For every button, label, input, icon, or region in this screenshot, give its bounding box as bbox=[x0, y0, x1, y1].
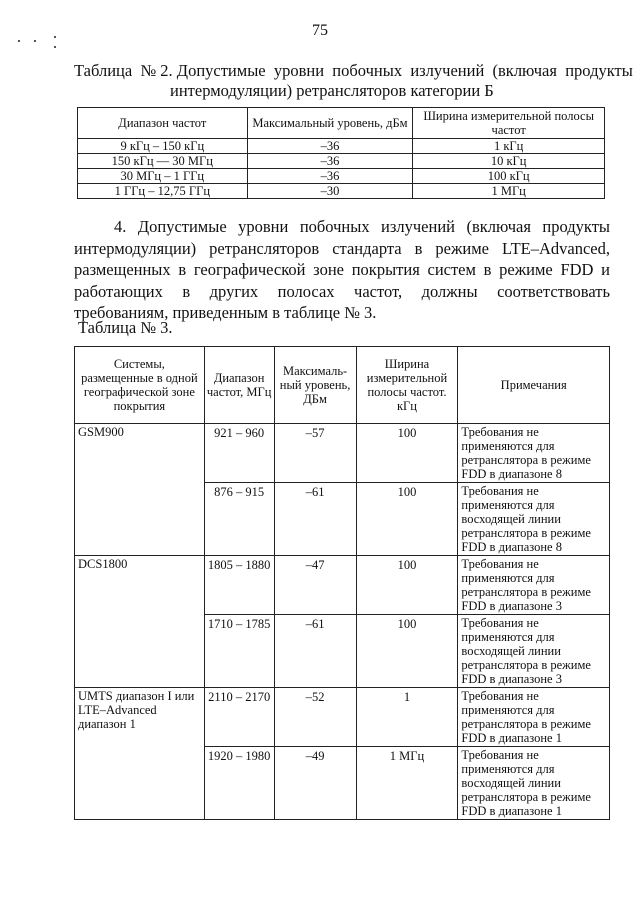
table2-caption bbox=[74, 61, 633, 101]
table-cell: –49 bbox=[274, 747, 356, 820]
table2-caption-line2: интермодуляции) ретрансляторов категории Б bbox=[170, 81, 494, 100]
table-cell: –52 bbox=[274, 688, 356, 747]
table2 bbox=[77, 107, 605, 199]
table-cell: –57 bbox=[274, 424, 356, 483]
table2-header-row bbox=[78, 108, 605, 139]
table-cell: 100 bbox=[356, 483, 458, 556]
table-cell: 2110 – 2170 bbox=[204, 688, 274, 747]
system-cell: DCS1800 bbox=[75, 556, 205, 688]
table3-caption: Таблица № 3. bbox=[78, 318, 173, 337]
table2-header-cell: Диапазон частот bbox=[78, 108, 248, 139]
table-cell: 1920 – 1980 bbox=[204, 747, 274, 820]
paragraph-4-text: 4. Допустимые уровни побочных излучений (включая продукты интермодуляции) ретрансляторов стандарта в режиме LTE–Advanced, размещенных в географической зоне покрытия систем в режиме FDD и работающих в других полосах частот, должны соответствовать требованиям, приведенным в таблице № 3. bbox=[74, 217, 610, 322]
table-cell: –30 bbox=[247, 184, 413, 199]
table3-header-cell: Ширина измерительной полосы частот. кГц bbox=[356, 347, 458, 424]
table-cell: 100 bbox=[356, 615, 458, 688]
table-cell: –47 bbox=[274, 556, 356, 615]
system-cell: UMTS диапазон I или LTE–Advanced диапазон 1 bbox=[75, 688, 205, 820]
table2-header-cell: Максимальный уровень, дБм bbox=[247, 108, 413, 139]
table-cell: 1 ГГц – 12,75 ГГц bbox=[78, 184, 248, 199]
table-cell: 9 кГц – 150 кГц bbox=[78, 139, 248, 154]
table3 bbox=[74, 346, 610, 820]
table3-header-row bbox=[75, 347, 610, 424]
table-cell: 1 МГц bbox=[356, 747, 458, 820]
table-cell: 876 – 915 bbox=[204, 483, 274, 556]
table-cell: 1 bbox=[356, 688, 458, 747]
table-cell: 100 bbox=[356, 556, 458, 615]
table-cell: 1 кГц bbox=[413, 139, 605, 154]
table-row bbox=[78, 184, 605, 199]
table2-header-cell: Ширина измерительной полосы частот bbox=[413, 108, 605, 139]
table-cell: 30 МГц – 1 ГГц bbox=[78, 169, 248, 184]
table-row bbox=[78, 154, 605, 169]
table-row bbox=[75, 424, 610, 483]
note-cell: Требования не применяются для восходящей линии ретранслятора в режиме FDD в диапазоне 8 bbox=[458, 483, 610, 556]
system-cell: GSM900 bbox=[75, 424, 205, 556]
table3-header-cell: Системы, размещенные в одной географической зоне покрытия bbox=[75, 347, 205, 424]
table-cell: –36 bbox=[247, 139, 413, 154]
table-cell: –36 bbox=[247, 169, 413, 184]
table3-header-cell: Максималь-ный уровень, ДБм bbox=[274, 347, 356, 424]
table-row bbox=[75, 688, 610, 747]
table-row bbox=[75, 556, 610, 615]
table-cell: 10 кГц bbox=[413, 154, 605, 169]
table-cell: 1 МГц bbox=[413, 184, 605, 199]
table-cell: –61 bbox=[274, 615, 356, 688]
note-cell: Требования не применяются для ретранслятора в режиме FDD в диапазоне 1 bbox=[458, 688, 610, 747]
table3-header-cell: Примечания bbox=[458, 347, 610, 424]
table-row bbox=[78, 169, 605, 184]
table-cell: 100 bbox=[356, 424, 458, 483]
table-cell: 1710 – 1785 bbox=[204, 615, 274, 688]
note-cell: Требования не применяются для ретранслятора в режиме FDD в диапазоне 8 bbox=[458, 424, 610, 483]
table-cell: 921 – 960 bbox=[204, 424, 274, 483]
table3-header-cell: Диапазон частот, МГц bbox=[204, 347, 274, 424]
note-cell: Требования не применяются для ретранслятора в режиме FDD в диапазоне 3 bbox=[458, 556, 610, 615]
table-cell: –61 bbox=[274, 483, 356, 556]
note-cell: Требования не применяются для восходящей линии ретранслятора в режиме FDD в диапазоне 3 bbox=[458, 615, 610, 688]
table-cell: –36 bbox=[247, 154, 413, 169]
note-cell: Требования не применяются для восходящей линии ретранслятора в режиме FDD в диапазоне 1 bbox=[458, 747, 610, 820]
table2-caption-line1: Таблица № 2. Допустимые уровни побочных излучений (включая продукты bbox=[74, 61, 633, 80]
table-cell: 1805 – 1880 bbox=[204, 556, 274, 615]
table-row bbox=[78, 139, 605, 154]
page-number: 75 bbox=[312, 22, 328, 39]
paragraph-4 bbox=[74, 216, 610, 324]
table-cell: 100 кГц bbox=[413, 169, 605, 184]
table-cell: 150 кГц — 30 МГц bbox=[78, 154, 248, 169]
